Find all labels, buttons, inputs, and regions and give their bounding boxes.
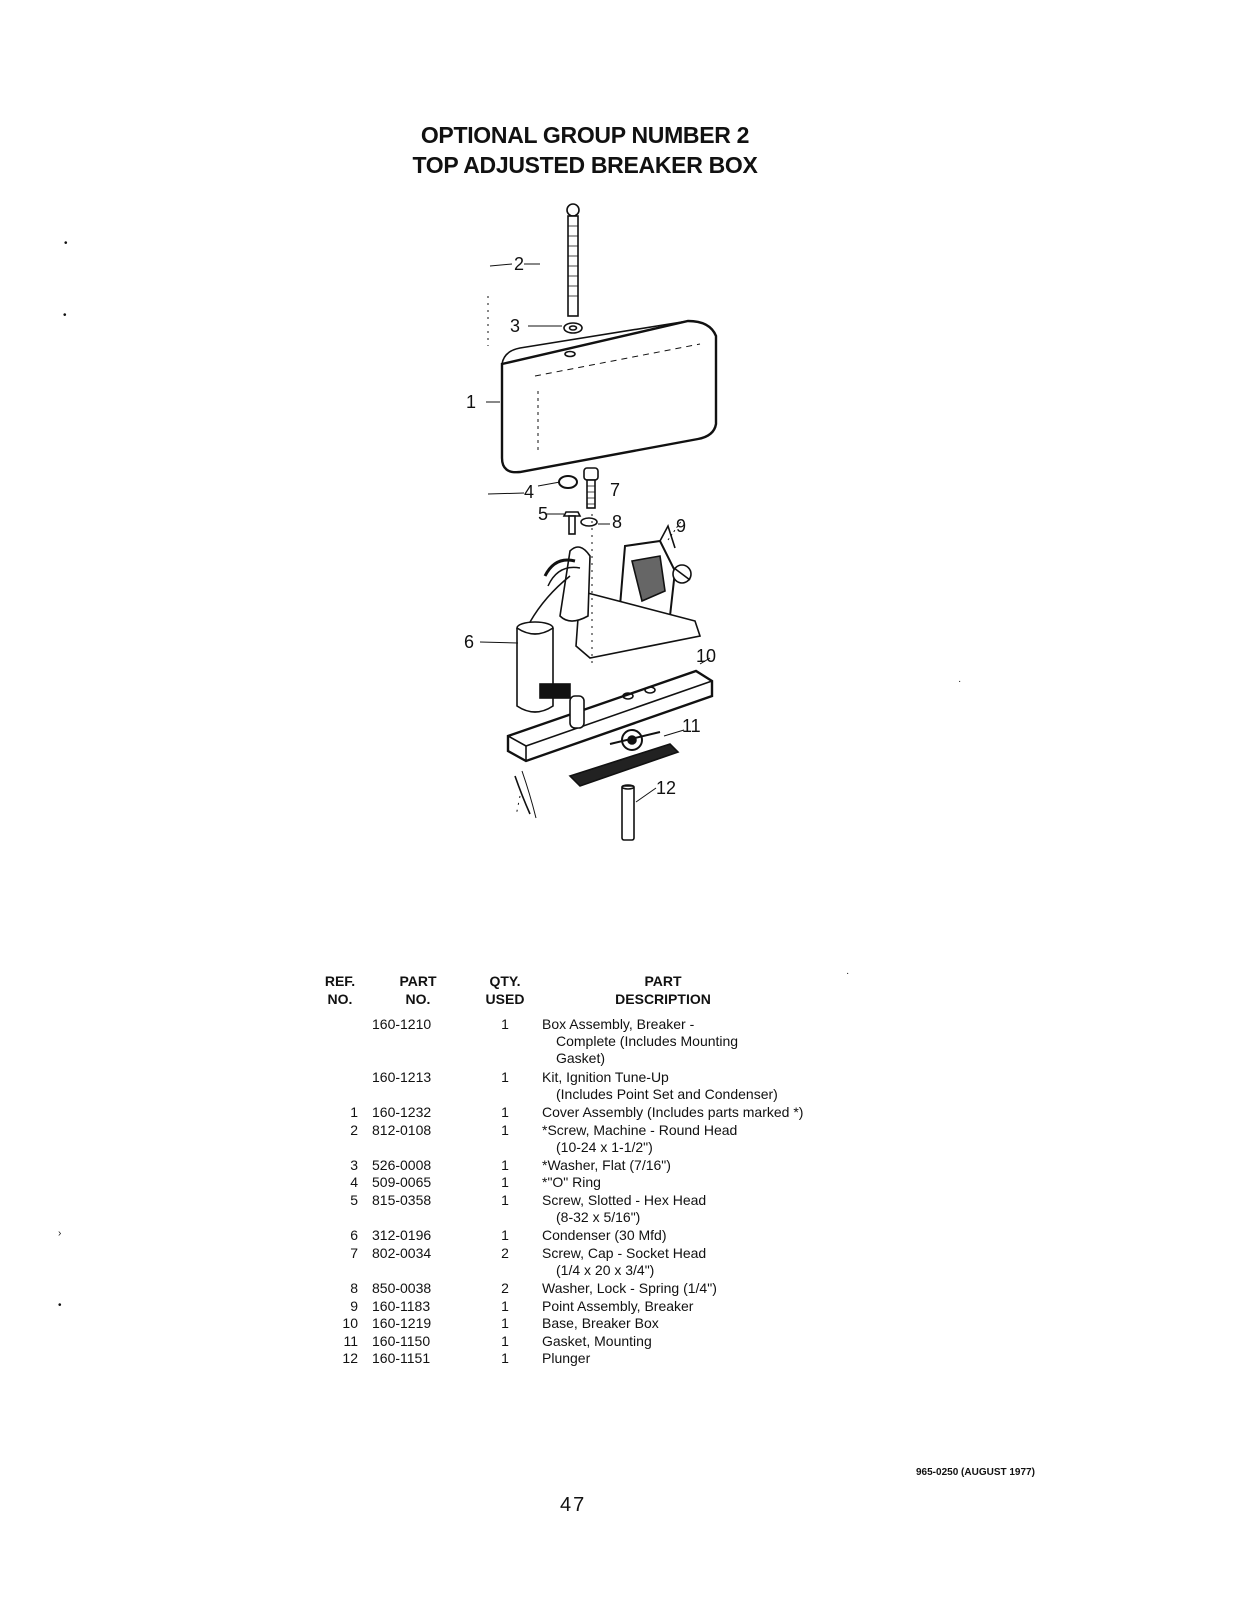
cell-ref-no: 10 xyxy=(342,1315,358,1332)
description-line: Complete (Includes Mounting xyxy=(556,1033,739,1049)
scan-mark: • xyxy=(58,1300,62,1311)
description-line: Point Assembly, Breaker xyxy=(542,1297,694,1314)
cell-part-description xyxy=(542,1122,882,1156)
part-screw-slotted-hex-head xyxy=(564,512,580,534)
cell-qty-used: 1 xyxy=(501,1016,509,1032)
cell-ref-no: 7 xyxy=(350,1244,358,1261)
description-line: *Washer, Flat (7/16") xyxy=(542,1156,671,1173)
description-line: Kit, Ignition Tune-Up xyxy=(542,1068,669,1085)
cell-part-description xyxy=(542,1104,882,1121)
cell-ref-no: 9 xyxy=(350,1297,358,1314)
callout-4: 4 xyxy=(524,482,535,502)
cell-part-no: 160-1219 xyxy=(372,1315,432,1332)
cell-part-description xyxy=(542,1157,882,1174)
scan-mark: • xyxy=(63,310,67,321)
cell-qty-used: 1 xyxy=(501,1174,509,1191)
callout-3: 3 xyxy=(510,316,521,336)
header-qty-line1: QTY. xyxy=(489,973,521,989)
header-qty-line2: USED xyxy=(485,991,525,1007)
description-line: (8-32 x 5/16") xyxy=(556,1209,641,1225)
description-line: Gasket) xyxy=(556,1050,606,1066)
cell-ref-no: 3 xyxy=(350,1156,358,1173)
description-line: *"O" Ring xyxy=(542,1174,601,1191)
cell-part-description xyxy=(542,1192,882,1226)
cell-part-no: 160-1150 xyxy=(372,1332,431,1349)
cell-part-no: 160-1151 xyxy=(372,1350,431,1367)
description-line: Washer, Lock - Spring (1/4") xyxy=(542,1280,717,1296)
cell-ref-no: 12 xyxy=(342,1350,358,1367)
cell-ref-no: 2 xyxy=(350,1121,358,1138)
header-qty-used xyxy=(470,972,540,1008)
cell-part-no: 509-0065 xyxy=(372,1174,432,1191)
cell-ref-no: 11 xyxy=(343,1332,358,1349)
part-o-ring xyxy=(559,476,577,488)
part-cover-assembly xyxy=(502,321,716,472)
scan-mark: › xyxy=(58,1228,62,1239)
cell-qty-used: 1 xyxy=(501,1350,509,1367)
cell-ref-no: 6 xyxy=(350,1227,358,1244)
title-line-1: OPTIONAL GROUP NUMBER 2 xyxy=(420,122,750,148)
cell-part-no: 160-1213 xyxy=(372,1068,432,1085)
cell-ref-no: 8 xyxy=(350,1280,358,1296)
cell-qty-used: 1 xyxy=(501,1192,509,1208)
cell-qty-used: 2 xyxy=(501,1280,509,1296)
callout-8: 8 xyxy=(612,512,623,532)
part-screw-machine-round-head xyxy=(567,204,579,316)
cell-qty-used: 2 xyxy=(501,1244,509,1261)
cell-part-no: 802-0034 xyxy=(372,1244,432,1261)
cell-part-no: 160-1183 xyxy=(372,1297,431,1314)
callout-12: 12 xyxy=(656,778,677,798)
cell-part-description xyxy=(542,1069,882,1103)
cell-ref-no: 4 xyxy=(350,1174,358,1191)
header-ref-line1: REF. xyxy=(324,973,356,989)
cell-qty-used: 1 xyxy=(501,1121,509,1138)
title-line-2: TOP ADJUSTED BREAKER BOX xyxy=(412,152,758,178)
callout-7: 7 xyxy=(610,480,621,500)
description-line: Condenser (30 Mfd) xyxy=(542,1227,667,1244)
cell-part-description xyxy=(542,1174,882,1191)
document-code: 965-0250 (AUGUST 1977) xyxy=(916,1467,1035,1478)
exploded-parts-diagram xyxy=(460,196,760,856)
part-condenser xyxy=(517,576,570,712)
scan-mark: · xyxy=(958,676,962,687)
callout-10: 10 xyxy=(696,646,717,666)
part-plunger xyxy=(622,785,634,840)
scan-mark: • xyxy=(64,238,68,249)
header-part-line2: NO. xyxy=(405,991,431,1007)
cell-qty-used: 1 xyxy=(501,1068,509,1085)
header-desc-line2: DESCRIPTION xyxy=(615,991,711,1007)
description-line: Base, Breaker Box xyxy=(542,1315,659,1332)
description-line: Plunger xyxy=(542,1350,591,1367)
cell-part-description xyxy=(542,1245,882,1279)
cell-part-description xyxy=(542,1280,882,1297)
cell-qty-used: 1 xyxy=(501,1156,509,1173)
description-line: Cover Assembly (Includes parts marked *) xyxy=(542,1104,804,1120)
cell-part-description xyxy=(542,1315,882,1332)
cell-qty-used: 1 xyxy=(501,1332,509,1349)
cell-part-description xyxy=(542,1227,882,1244)
header-part-description xyxy=(568,972,758,1008)
description-line: Box Assembly, Breaker - xyxy=(542,1016,695,1032)
description-line: Gasket, Mounting xyxy=(542,1332,652,1349)
description-line: (Includes Point Set and Condenser) xyxy=(556,1085,778,1102)
cell-qty-used: 1 xyxy=(501,1297,509,1314)
cell-qty-used: 1 xyxy=(501,1104,509,1120)
callout-9: 9 xyxy=(676,516,687,536)
header-ref-no xyxy=(318,972,362,1008)
description-line: *Screw, Machine - Round Head xyxy=(542,1121,738,1138)
cell-part-no: 815-0358 xyxy=(372,1192,432,1208)
description-line: (1/4 x 20 x 3/4") xyxy=(556,1261,655,1278)
cell-qty-used: 1 xyxy=(501,1227,509,1244)
callout-2: 2 xyxy=(514,254,525,274)
header-part-line1: PART xyxy=(399,973,437,989)
scan-mark: · xyxy=(846,968,850,979)
header-part-no xyxy=(378,972,458,1008)
cell-part-no: 526-0008 xyxy=(372,1156,432,1173)
header-desc-line1: PART xyxy=(644,973,682,989)
cell-part-description xyxy=(542,1350,882,1367)
callout-6: 6 xyxy=(464,632,475,652)
page-number: 47 xyxy=(560,1494,587,1516)
cell-part-no: 160-1210 xyxy=(372,1016,432,1032)
cell-qty-used: 1 xyxy=(501,1315,509,1332)
description-line: Screw, Slotted - Hex Head xyxy=(542,1192,707,1208)
cell-ref-no: 5 xyxy=(350,1192,358,1208)
cell-part-no: 850-0038 xyxy=(372,1280,432,1296)
cell-part-no: 312-0196 xyxy=(372,1227,432,1244)
cell-part-no: 812-0108 xyxy=(372,1121,432,1138)
cell-part-no: 160-1232 xyxy=(372,1104,432,1120)
cell-part-description xyxy=(542,1333,882,1350)
header-ref-line2: NO. xyxy=(327,991,353,1007)
part-screw-cap-socket-head xyxy=(584,468,598,508)
callout-1: 1 xyxy=(466,392,477,412)
description-line: (10-24 x 1-1/2") xyxy=(556,1138,653,1155)
part-washer-flat xyxy=(564,323,582,333)
description-line: Screw, Cap - Socket Head xyxy=(542,1244,707,1261)
cell-part-description xyxy=(542,1016,882,1067)
cell-part-description xyxy=(542,1298,882,1315)
callout-5: 5 xyxy=(538,504,549,524)
part-washer-lock-spring xyxy=(581,518,597,526)
cell-ref-no: 1 xyxy=(350,1104,358,1120)
callout-11: 11 xyxy=(682,716,701,736)
